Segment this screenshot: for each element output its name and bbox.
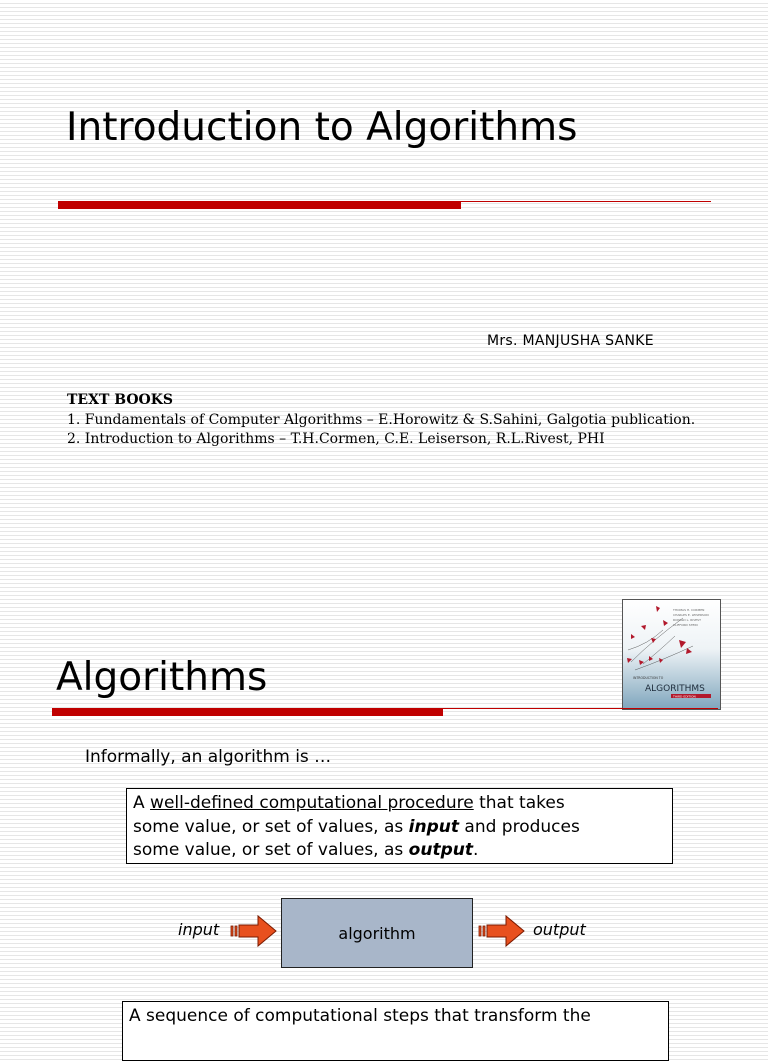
cover-title: ALGORITHMS bbox=[645, 684, 705, 694]
title-underline-thin bbox=[443, 708, 718, 709]
book-cover-art bbox=[623, 600, 720, 709]
title-underline-thick bbox=[58, 201, 461, 209]
output-arrow-icon bbox=[478, 913, 526, 949]
input-emphasis: input bbox=[408, 816, 459, 837]
algorithm-label: algorithm bbox=[338, 923, 416, 943]
output-emphasis: output bbox=[408, 840, 473, 860]
diagram-output-label: output bbox=[533, 920, 586, 939]
algorithm-box bbox=[281, 898, 473, 968]
cover-author: CHARLES E. LEISERSON bbox=[673, 613, 709, 617]
cover-author: THOMAS H. CORMEN bbox=[673, 608, 705, 612]
sequence-text: A sequence of computational steps that transform the bbox=[129, 1006, 591, 1026]
author-name: Mrs. MANJUSHA SANKE bbox=[487, 333, 654, 349]
title-underline-thin bbox=[461, 201, 711, 202]
cover-author: CLIFFORD STEIN bbox=[673, 623, 698, 627]
definition-underlined: well-defined computational procedure bbox=[150, 793, 474, 813]
input-arrow-icon bbox=[230, 913, 278, 949]
cover-author: RONALD L. RIVEST bbox=[673, 618, 701, 622]
title-underline-thick bbox=[52, 708, 443, 716]
book-cover-image bbox=[622, 599, 721, 710]
cover-small-title: INTRODUCTION TO bbox=[633, 676, 664, 680]
definition-box bbox=[126, 788, 673, 864]
diagram-input-label: input bbox=[178, 920, 220, 939]
slide-title: Introduction to Algorithms bbox=[66, 105, 578, 150]
intro-text: Informally, an algorithm is … bbox=[85, 747, 332, 767]
definition-line: A well-defined computational procedure that takes bbox=[133, 793, 565, 813]
textbooks-heading: TEXT BOOKS bbox=[67, 392, 174, 408]
textbooks-section bbox=[67, 391, 695, 450]
textbook-item: 1. Fundamentals of Computer Algorithms – E.Horowitz & S.Sahini, Galgotia publication. bbox=[67, 411, 696, 428]
sequence-box bbox=[122, 1001, 669, 1061]
slide-title: Algorithms bbox=[56, 655, 268, 700]
definition-line: some value, or set of values, as output. bbox=[133, 840, 479, 860]
definition-line: some value, or set of values, as input and produces bbox=[133, 816, 580, 837]
cover-edition: THIRD EDITION bbox=[673, 694, 696, 699]
textbook-item: 2. Introduction to Algorithms – T.H.Cormen, C.E. Leiserson, R.L.Rivest, PHI bbox=[67, 431, 605, 447]
